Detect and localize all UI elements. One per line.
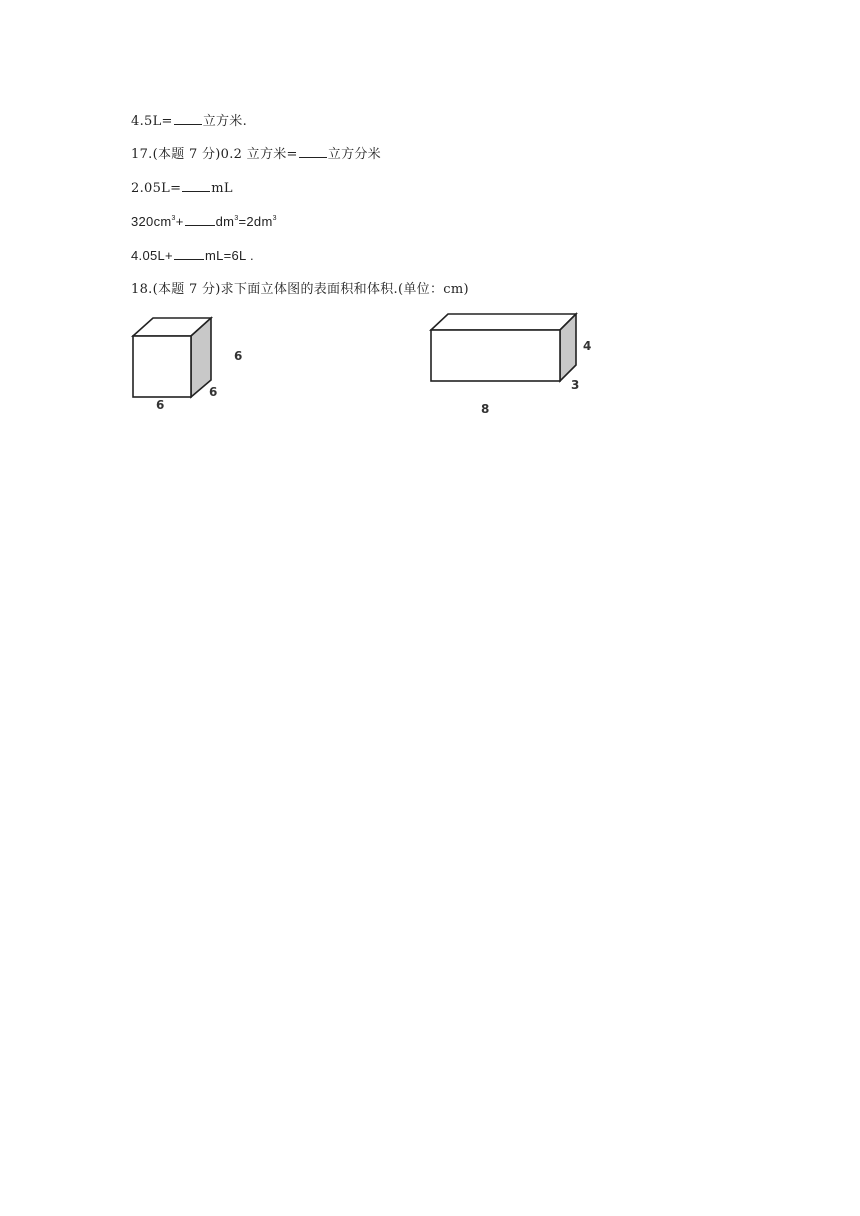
answer-blank[interactable]: [185, 214, 215, 226]
answer-blank[interactable]: [174, 248, 204, 260]
cuboid-front-face: [431, 330, 560, 381]
line-2: [131, 146, 381, 163]
cube-height-label: 6: [234, 349, 243, 363]
line-1-prefix: 4.5L=: [131, 114, 173, 129]
cube-front-face: [133, 336, 191, 397]
line-4-part-a: 320cm: [131, 214, 172, 229]
cube-depth-label: 6: [209, 385, 218, 399]
line-5-suffix: mL=6L .: [204, 248, 254, 263]
question-18-text: 18.(本题 7 分)求下面立体图的表面积和体积.(单位：cm): [131, 282, 469, 297]
answer-blank[interactable]: [174, 113, 202, 125]
line-4-part-c: dm: [215, 214, 235, 229]
cuboid-top-face: [431, 314, 576, 330]
cuboid-figure: [420, 308, 610, 420]
cuboid-depth-label: 3: [571, 378, 580, 392]
line-5-prefix: 4.05L+: [131, 248, 173, 263]
cube-width-label: 6: [156, 398, 165, 412]
cube-figure: [125, 312, 255, 416]
line-2-prefix: 17.(本题 7 分)0.2 立方米=: [131, 147, 298, 162]
line-4-sup-3: 3: [272, 215, 277, 222]
cuboid-height-label: 4: [583, 339, 592, 353]
line-4: [131, 214, 277, 230]
line-1-suffix: 立方米.: [202, 114, 248, 129]
line-3-suffix: mL: [211, 181, 233, 196]
line-3-prefix: 2.05L=: [131, 181, 182, 196]
line-4-sup-2: 3: [234, 215, 239, 222]
line-3: [131, 180, 233, 197]
cuboid-length-label: 8: [481, 402, 490, 416]
line-5: [131, 248, 254, 264]
line-2-suffix: 立方分米: [327, 147, 381, 162]
line-4-part-b: +: [175, 214, 184, 229]
line-6-question: [131, 282, 469, 298]
answer-blank[interactable]: [182, 180, 210, 192]
line-1: [131, 113, 247, 130]
line-4-sup-1: 3: [171, 215, 176, 222]
line-4-part-d: =2dm: [238, 214, 273, 229]
answer-blank[interactable]: [299, 146, 327, 158]
